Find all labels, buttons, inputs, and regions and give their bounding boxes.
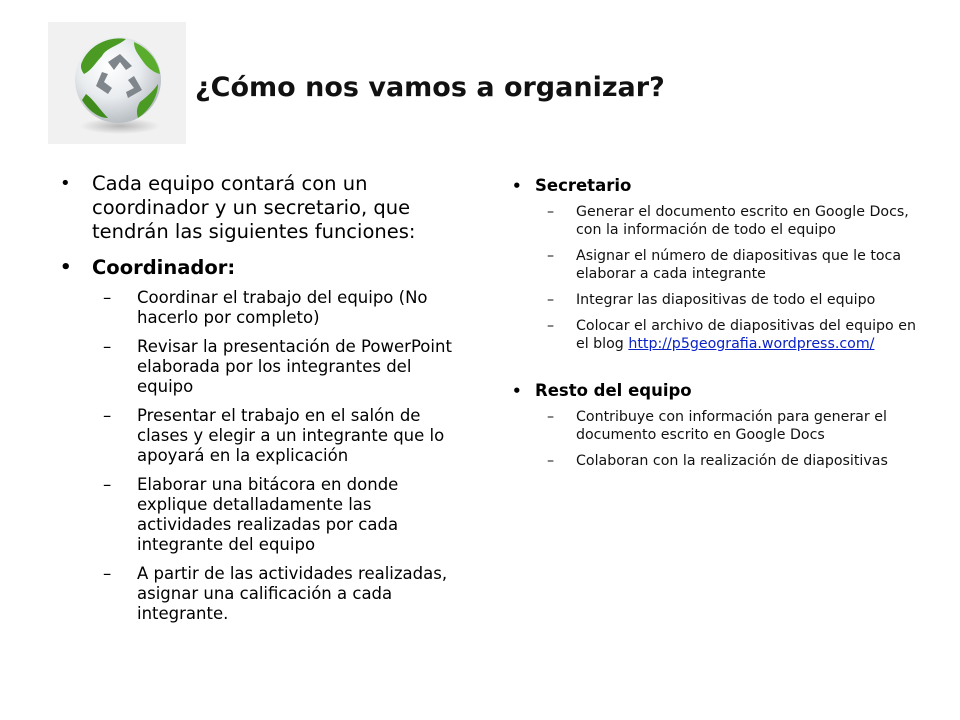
dash-marker: – [547, 204, 555, 220]
secretario-item: Asignar el número de diapositivas que le toca elaborar a cada integrante [576, 248, 902, 282]
list-item [512, 317, 917, 353]
list-item [512, 203, 917, 239]
list-item [60, 406, 460, 466]
dash-marker: – [103, 475, 112, 494]
resto-item: Colaboran con la realización de diapositivas [576, 453, 888, 469]
secretario-item: Generar el documento escrito en Google Docs, con la información de todo el equipo [576, 204, 909, 238]
coordinador-heading: Coordinador: [92, 256, 236, 279]
intro-text: Cada equipo contará con un coordinador y un secretario, que tendrán las siguientes funciones: [92, 172, 416, 243]
coordinador-item: Coordinar el trabajo del equipo (No hacerlo por completo) [137, 288, 428, 327]
bullet-marker: • [512, 177, 522, 195]
list-item [512, 291, 917, 309]
resto-item: Contribuye con información para generar el documento escrito en Google Docs [576, 409, 887, 443]
secretario-item: Colocar el archivo de diapositivas del equipo en el blog [576, 318, 916, 352]
dash-marker: – [103, 564, 112, 583]
recycle-globe-icon [48, 22, 186, 144]
list-item [512, 408, 917, 444]
dash-marker: – [103, 288, 112, 307]
recycle-globe-graphic [48, 22, 186, 144]
dash-marker: – [547, 292, 555, 308]
dash-marker: – [547, 248, 555, 264]
dash-marker: – [547, 318, 555, 334]
left-column [60, 172, 460, 633]
bullet-marker: • [512, 382, 522, 400]
list-item [512, 452, 917, 470]
resto-heading: Resto del equipo [535, 381, 692, 400]
dash-marker: – [103, 337, 112, 356]
coordinador-heading-bullet [60, 256, 460, 280]
bullet-marker: • [60, 173, 71, 194]
right-column [512, 176, 917, 478]
bullet-marker: • [60, 257, 72, 278]
list-item [60, 288, 460, 328]
list-item [60, 564, 460, 624]
coordinador-item: Presentar el trabajo en el salón de clases y elegir a un integrante que lo apoyará en la explicación [137, 406, 445, 465]
secretario-heading: Secretario [535, 176, 632, 195]
list-item [512, 247, 917, 283]
secretario-heading-bullet [512, 176, 917, 196]
resto-heading-bullet [512, 381, 917, 401]
page-title: ¿Cómo nos vamos a organizar? [195, 72, 665, 103]
list-item [60, 475, 460, 555]
list-item [60, 337, 460, 397]
coordinador-item: Revisar la presentación de PowerPoint elaborada por los integrantes del equipo [137, 337, 452, 396]
blog-link[interactable]: http://p5geografia.wordpress.com/ [628, 336, 875, 352]
dash-marker: – [547, 409, 555, 425]
dash-marker: – [547, 453, 555, 469]
dash-marker: – [103, 406, 112, 425]
intro-bullet [60, 172, 460, 244]
coordinador-item: Elaborar una bitácora en donde explique detalladamente las actividades realizadas por cada integrante del equipo [137, 475, 399, 554]
coordinador-item: A partir de las actividades realizadas, asignar una calificación a cada integrante. [137, 564, 448, 623]
secretario-item: Integrar las diapositivas de todo el equipo [576, 292, 876, 308]
